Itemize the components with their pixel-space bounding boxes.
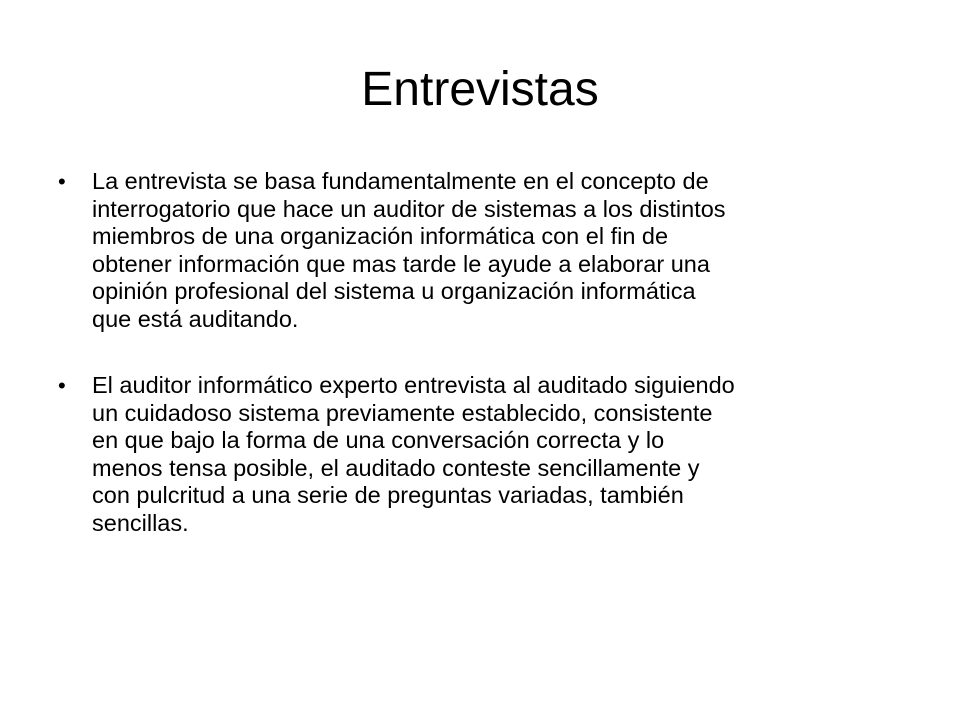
bullet-line: interrogatorio que hace un auditor de sistemas a los distintos [92, 195, 726, 222]
bullet-line: miembros de una organización informática con el fin de [92, 223, 669, 249]
bullet-list [52, 168, 912, 576]
bullet-item [52, 372, 912, 537]
bullet-line: obtener información que mas tarde le ayude a elaborar una [92, 250, 710, 277]
bullet-text [92, 372, 912, 537]
bullet-line: sencillas. [92, 509, 189, 536]
bullet-dot-icon: • [58, 373, 66, 398]
bullet-line: un cuidadoso sistema previamente establecido, consistente [92, 399, 713, 426]
bullet-line: opinión profesional del sistema u organización informática [92, 278, 696, 304]
slide-title: Entrevistas [361, 63, 599, 116]
bullet-line: en que bajo la forma de una conversación correcta y lo [92, 427, 665, 453]
bullet-text [92, 168, 912, 333]
bullet-line: El auditor informático experto entrevista al auditado siguiendo [92, 372, 735, 398]
bullet-line: La entrevista se basa fundamentalmente en el concepto de [92, 168, 709, 194]
bullet-item [52, 168, 912, 333]
bullet-dot-icon: • [58, 169, 66, 194]
bullet-line: menos tensa posible, el auditado conteste sencillamente y [92, 454, 700, 481]
bullet-line: que está auditando. [92, 305, 299, 332]
bullet-line: con pulcritud a una serie de preguntas variadas, también [92, 482, 684, 508]
